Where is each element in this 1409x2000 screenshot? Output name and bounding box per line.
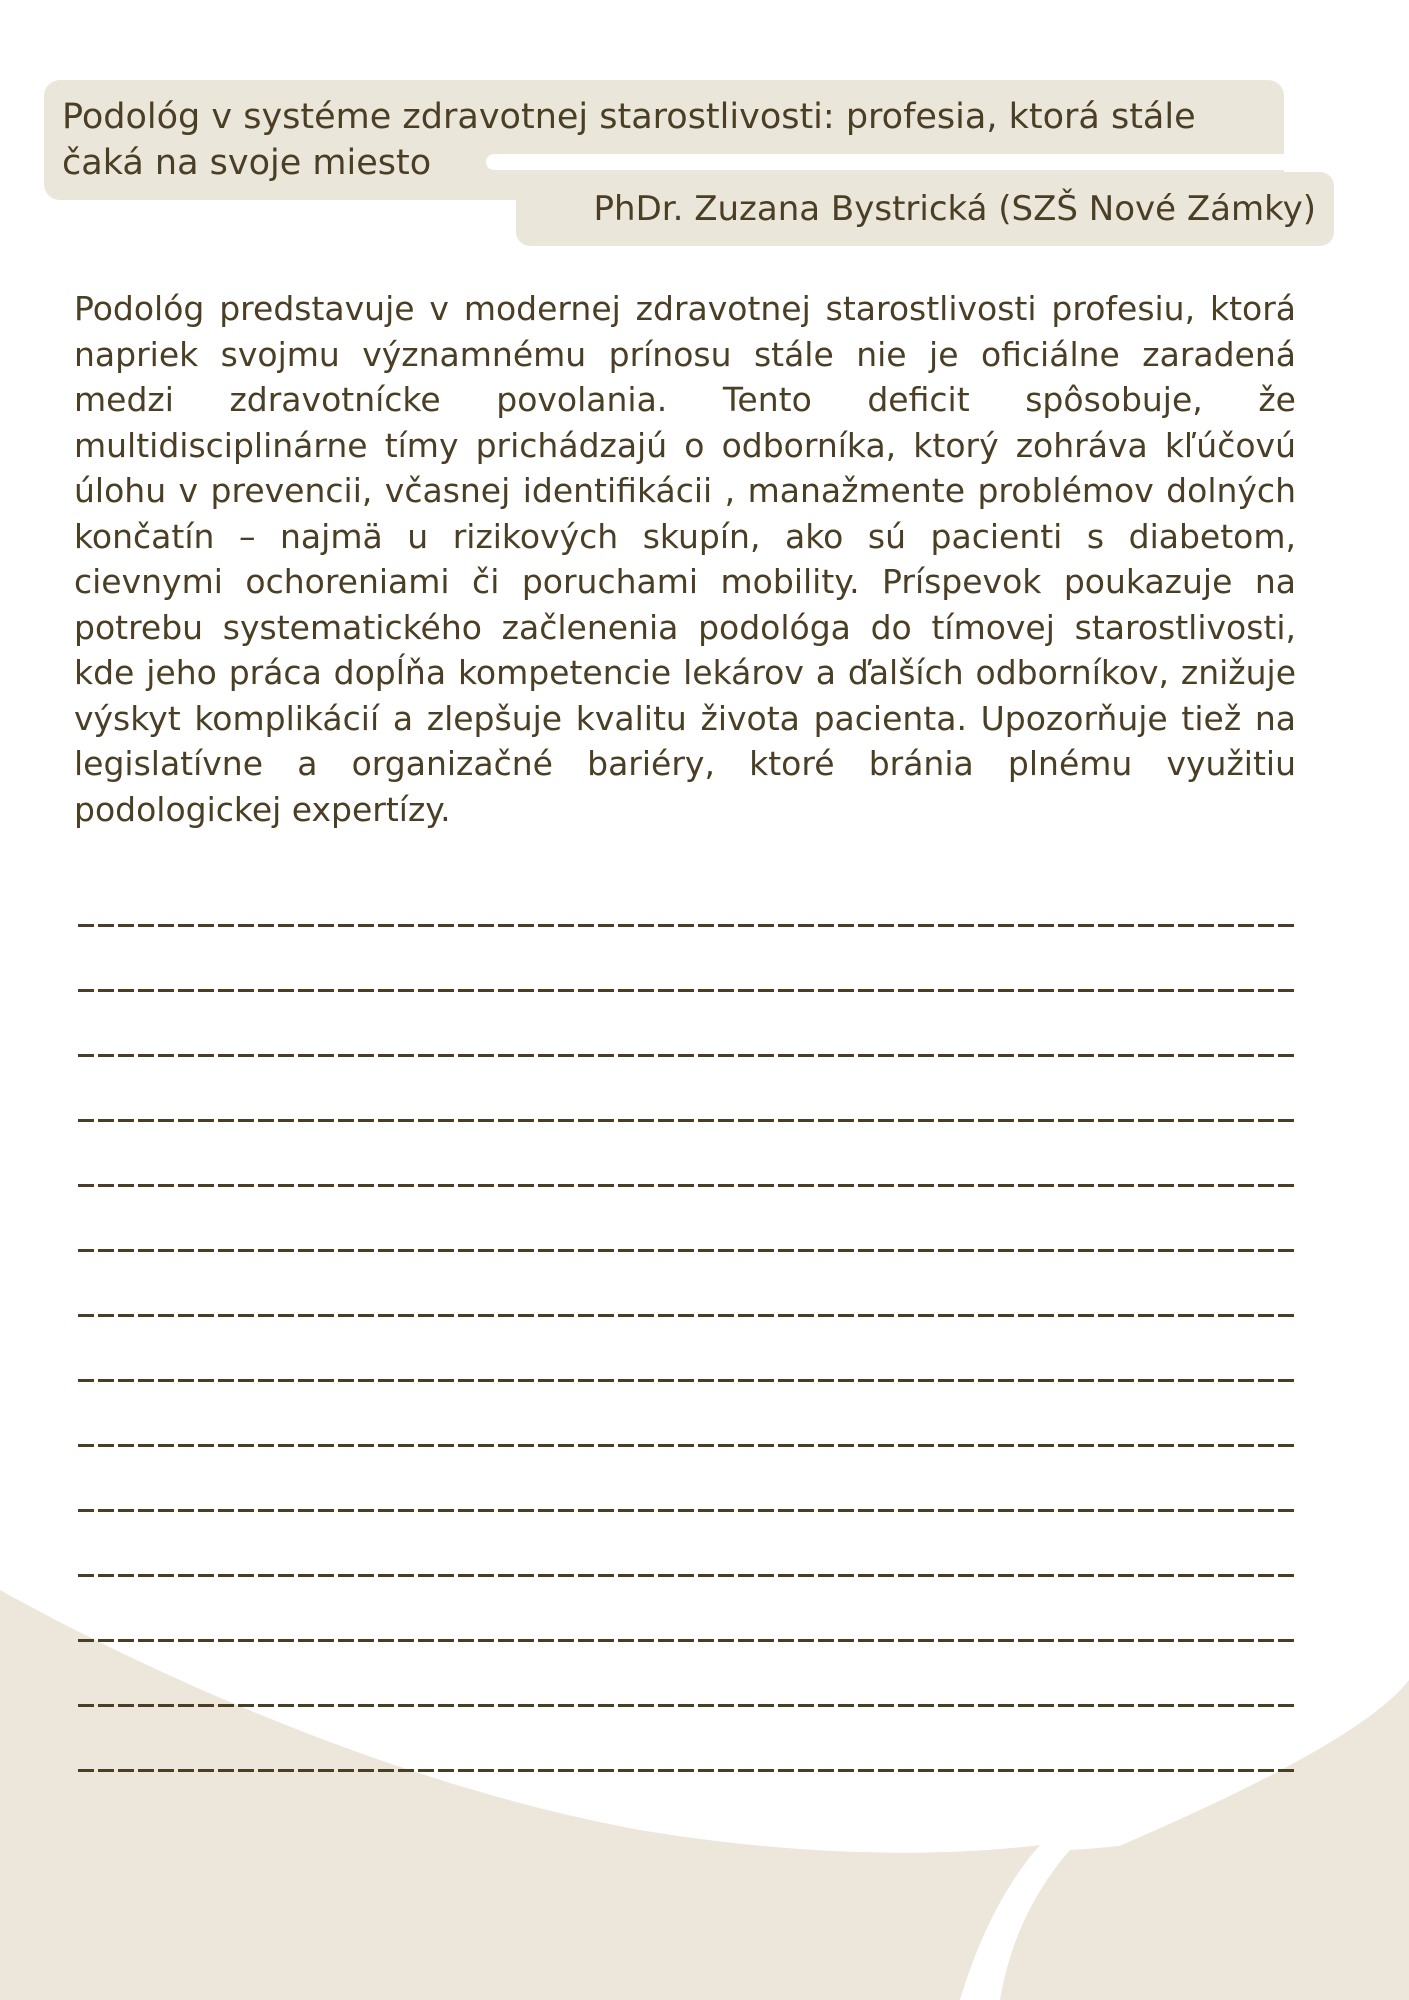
note-line [78,924,1296,927]
article-title: Podológ v systéme zdravotnej starostlivosti: profesia, ktorá stále čaká na svoje miesto [62,97,1196,183]
note-line [78,1184,1296,1187]
note-line [78,1379,1296,1382]
note-line [78,1249,1296,1252]
note-line [78,1054,1296,1057]
note-line [78,1769,1296,1772]
article-author: PhDr. Zuzana Bystrická (SZŠ Nové Zámky) [593,189,1316,229]
note-line [78,1574,1296,1577]
header-divider [486,154,1316,170]
note-line [78,1704,1296,1707]
article-abstract: Podológ predstavuje v modernej zdravotnej starostlivosti profesiu, ktorá napriek svojmu významnému prínosu stále nie je oficiálne zaradená medzi zdravotnícke povolania. Tento deficit spôsobuje, že multidisciplinárne tímy prichádzajú o odborníka, ktorý zohráva kľúčovú úlohu v prevencii, včasnej identifikácii , manažmente problémov dolných končatín – najmä u rizikových skupín, ako sú pacienti s diabetom, cievnymi ochoreniami či poruchami mobility. Príspevok poukazuje na potrebu systematického začlenenia podológa do tímovej starostlivosti, kde jeho práca dopĺňa kompetencie lekárov a ďalších odborníkov, znižuje výskyt komplikácií a zlepšuje kvalitu života pacienta. Upozorňuje tiež na legislatívne a organizačné bariéry, ktoré bránia plnému využitiu podologickej expertízy. [74,289,1296,829]
note-line [78,1639,1296,1642]
note-line [78,1314,1296,1317]
note-lines [78,924,1296,1834]
note-line [78,1509,1296,1512]
author-box [516,172,1334,246]
article-header [44,80,1316,250]
note-line [78,989,1296,992]
note-line [78,1119,1296,1122]
note-line [78,1444,1296,1447]
